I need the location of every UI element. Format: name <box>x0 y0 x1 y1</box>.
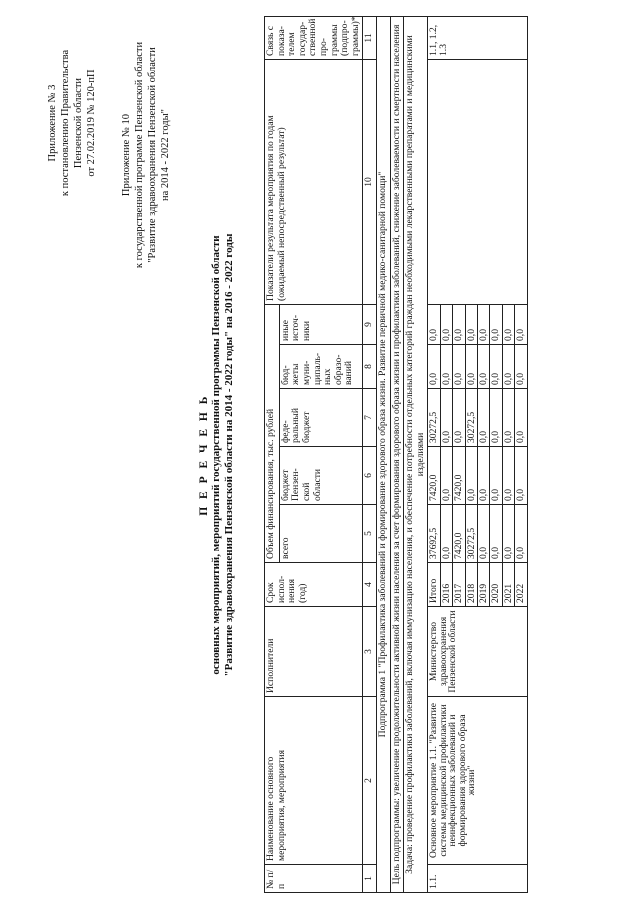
measure-num: 1.1. <box>428 865 527 893</box>
header-federal: феде-ральный бюджет <box>279 389 363 447</box>
regional-cell: 7420,0 <box>428 447 440 505</box>
subprogram-task: Задача: проведение профилактики заболеваний, включая иммунизацию населения, и обеспечение потребности отдельных категорий граждан необходимыми лекарственными препаратами и медицинскими изделиями <box>404 16 428 892</box>
total-cell: 0,0 <box>490 505 502 563</box>
column-number: 2 <box>363 697 377 865</box>
header-executors: Исполнители <box>265 607 363 697</box>
federal-cell: 30272,5 <box>428 389 440 447</box>
term-cell: 2018 <box>465 563 477 607</box>
heading-line-1: основных мероприятий, мероприятий государственной программы Пензенской области <box>210 235 222 675</box>
task-row <box>404 16 428 892</box>
column-number: 8 <box>363 345 377 389</box>
appendix-3-region: Пензенской области <box>73 77 84 169</box>
federal-cell: 0,0 <box>515 389 527 447</box>
header-row-1 <box>265 16 280 892</box>
regional-cell: 0,0 <box>477 447 489 505</box>
regional-cell: 0,0 <box>440 447 452 505</box>
municipal-cell: 0,0 <box>453 345 465 389</box>
municipal-cell: 0,0 <box>502 345 514 389</box>
other-cell: 0,0 <box>428 304 440 344</box>
header-num: № п/п <box>265 865 363 893</box>
term-cell: 2017 <box>453 563 465 607</box>
other-cell: 0,0 <box>477 304 489 344</box>
subprogram-title: Подпрограмма 1 "Профилактика заболеваний и формирование здорового образа жизни. Развитие первичной медико-санитарной помощи" <box>376 16 390 892</box>
total-cell: 30272,5 <box>465 505 477 563</box>
header-funding: Объем финансирования, тыс. рублей <box>265 304 280 562</box>
column-number: 10 <box>363 59 377 304</box>
federal-cell: 0,0 <box>490 389 502 447</box>
subprogram-row <box>376 16 390 892</box>
total-cell: 7420,0 <box>453 505 465 563</box>
municipal-cell: 0,0 <box>490 345 502 389</box>
measures-table <box>264 16 528 893</box>
term-cell: 2019 <box>477 563 489 607</box>
header-regional: бюджет Пензен-ской области <box>279 447 363 505</box>
total-cell: 37692,5 <box>428 505 440 563</box>
header-municipal: бюд-жеты муни-ципаль-ных образо-ваний <box>279 345 363 389</box>
term-cell: 2021 <box>502 563 514 607</box>
column-number: 4 <box>363 563 377 607</box>
subprogram-goal: Цель подпрограммы: увеличение продолжительности активной жизни населения за счет формирования здорового образа жизни и профилактики заболеваний, снижение заболеваемости и смертности населения <box>390 16 404 892</box>
other-cell: 0,0 <box>515 304 527 344</box>
other-cell: 0,0 <box>490 304 502 344</box>
total-cell: 0,0 <box>502 505 514 563</box>
term-cell: 2016 <box>440 563 452 607</box>
appendix-3-block <box>46 23 98 223</box>
appendix-10-years: на 2014 - 2022 годы" <box>160 109 171 201</box>
document-heading <box>198 135 236 775</box>
appendix-3-title: Приложение № 3 <box>47 84 58 162</box>
regional-cell: 0,0 <box>465 447 477 505</box>
municipal-cell: 0,0 <box>477 345 489 389</box>
federal-cell: 0,0 <box>477 389 489 447</box>
header-name: Наименование основного мероприятия, мероприятия <box>265 697 363 865</box>
term-cell: Итого <box>428 563 440 607</box>
regional-cell: 0,0 <box>490 447 502 505</box>
federal-cell: 0,0 <box>502 389 514 447</box>
regional-cell: 0,0 <box>515 447 527 505</box>
appendix-10-program-name: "Развитие здравоохранения Пензенской области <box>147 47 158 263</box>
appendix-10-block <box>120 15 172 295</box>
term-cell: 2022 <box>515 563 527 607</box>
measure-name: Основное мероприятие 1.1. "Развитие системы медицинской профилактики неинфекционных заболеваний и формирования здорового образа жизни" <box>428 697 527 865</box>
other-cell: 0,0 <box>465 304 477 344</box>
column-number: 9 <box>363 304 377 344</box>
municipal-cell: 0,0 <box>440 345 452 389</box>
header-term: Срок испол-нения (год) <box>265 563 363 607</box>
other-cell: 0,0 <box>453 304 465 344</box>
column-number: 6 <box>363 447 377 505</box>
header-indicators: Показатели результата мероприятия по годам (ожидаемый непосредственный результат) <box>265 59 363 304</box>
appendix-3-resolution: к постановлению Правительства <box>60 49 71 197</box>
municipal-cell: 0,0 <box>515 345 527 389</box>
regional-cell: 7420,0 <box>453 447 465 505</box>
column-number-row <box>363 16 377 892</box>
goal-row <box>390 16 404 892</box>
appendix-10-program: к государственной программе Пензенской области <box>134 41 145 269</box>
column-number: 3 <box>363 607 377 697</box>
column-number: 7 <box>363 389 377 447</box>
appendix-3-date: от 27.02.2019 № 120-пП <box>86 69 97 177</box>
total-cell: 0,0 <box>477 505 489 563</box>
appendix-10-title: Приложение № 10 <box>121 113 132 197</box>
heading-word: П Е Р Е Ч Е Н Ь <box>198 394 210 516</box>
measure-row <box>428 16 440 892</box>
column-number: 5 <box>363 505 377 563</box>
heading-line-2: "Развитие здравоохранения Пензенской области на 2014 - 2022 годы" на 2016 - 2022 годы <box>223 233 235 677</box>
federal-cell: 0,0 <box>453 389 465 447</box>
column-number: 1 <box>363 865 377 893</box>
municipal-cell: 0,0 <box>428 345 440 389</box>
municipal-cell: 0,0 <box>465 345 477 389</box>
federal-cell: 0,0 <box>440 389 452 447</box>
total-cell: 0,0 <box>515 505 527 563</box>
column-number: 11 <box>363 16 377 59</box>
total-cell: 0,0 <box>440 505 452 563</box>
other-cell: 0,0 <box>440 304 452 344</box>
indicators-cell <box>428 59 527 304</box>
header-total: всего <box>279 505 363 563</box>
header-other: иные источ-ники <box>279 304 363 344</box>
term-cell: 2020 <box>490 563 502 607</box>
link-cell: 1.1, 1.2, 1.3 <box>428 16 527 59</box>
other-cell: 0,0 <box>502 304 514 344</box>
federal-cell: 30272,5 <box>465 389 477 447</box>
measure-executor: Министерство здравоохранения Пензенской области <box>428 607 527 697</box>
header-link: Связь с показа-телем государ-ственной про-граммы (подпро-граммы)* <box>265 16 363 59</box>
regional-cell: 0,0 <box>502 447 514 505</box>
